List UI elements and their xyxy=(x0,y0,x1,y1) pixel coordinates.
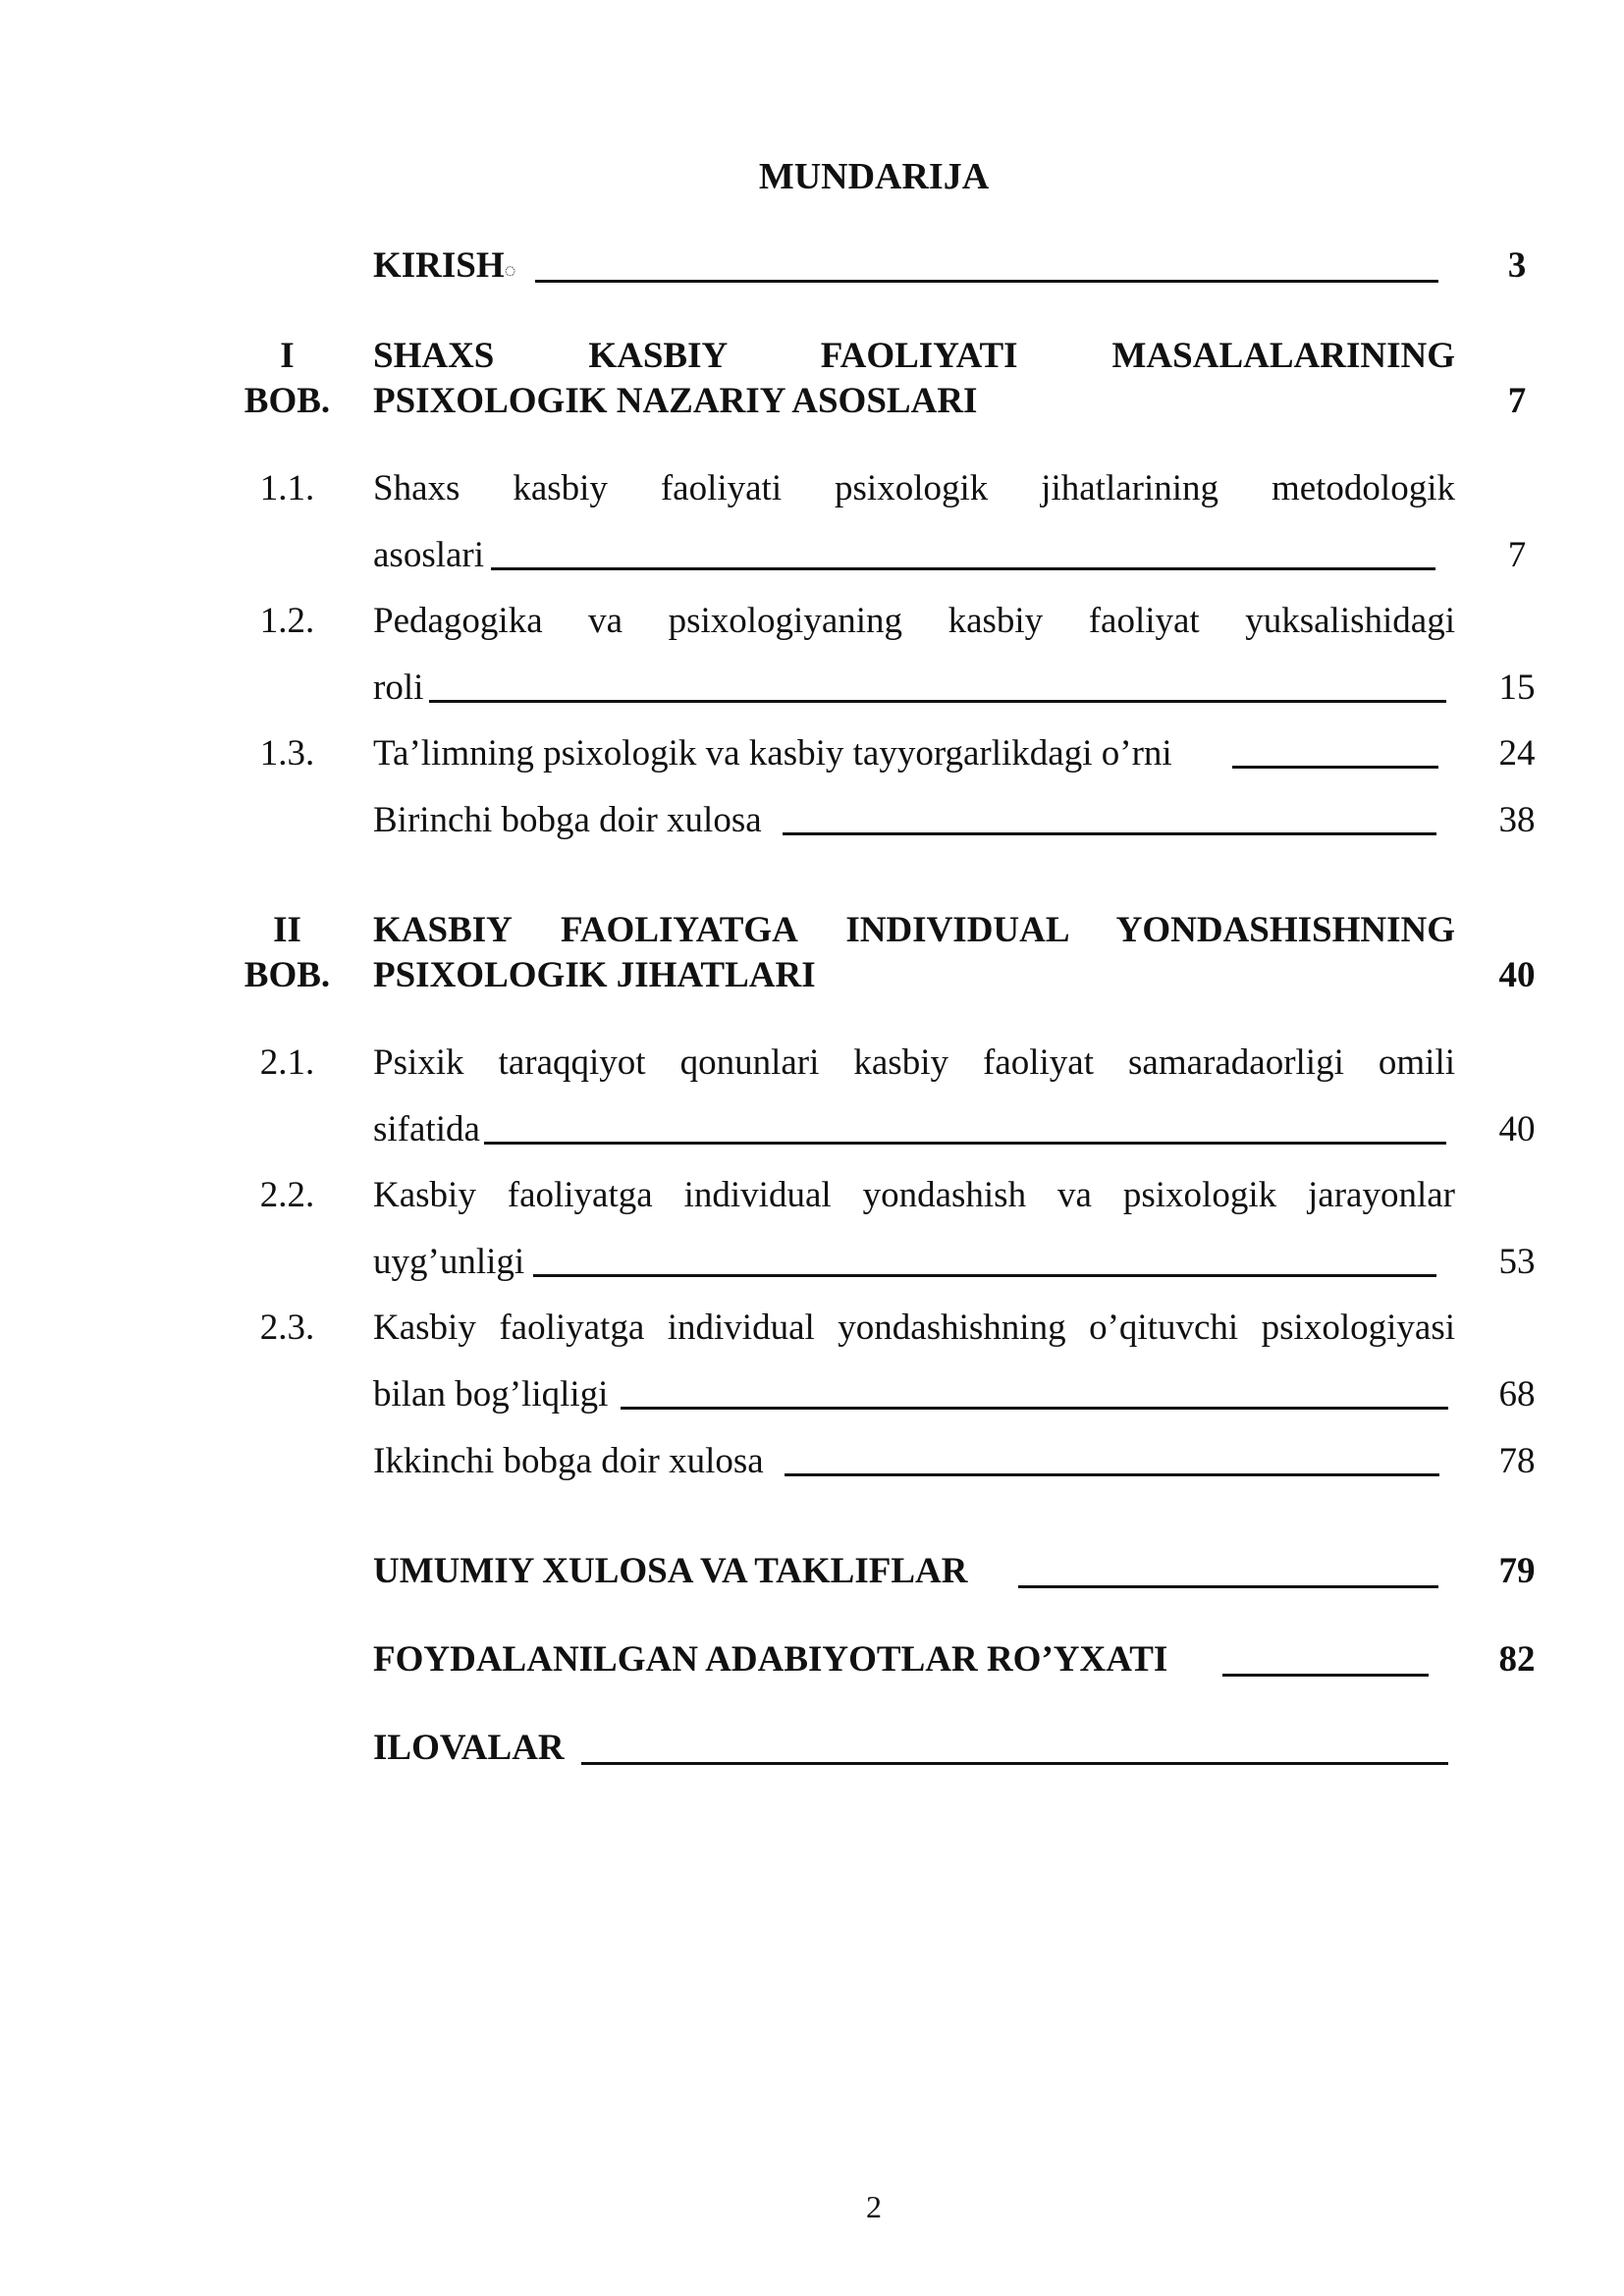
toc-leader xyxy=(783,832,1436,835)
chapter-title-line: PSIXOLOGIK NAZARIY ASOSLARI xyxy=(373,381,978,421)
toc-leader xyxy=(484,1142,1446,1145)
toc-entry-ilovalar[interactable]: ILOVALAR xyxy=(373,1728,565,1768)
toc-leader xyxy=(429,700,1446,703)
toc-label: KIRISH xyxy=(373,245,505,286)
toc-leader xyxy=(533,1274,1436,1277)
toc-page-number: 40 xyxy=(1498,1109,1536,1149)
toc-leader xyxy=(1018,1585,1438,1588)
chapter-number: I BOB. xyxy=(244,336,331,421)
toc-chapter-2[interactable] xyxy=(373,908,1455,998)
toc-page-number: 79 xyxy=(1498,1551,1536,1591)
toc-chapter-1[interactable] xyxy=(373,334,1455,424)
chapter-title-line: SHAXS KASBIY FAOLIYATI MASALALARINING xyxy=(373,336,1455,376)
section-number: 1.3. xyxy=(259,733,315,774)
section-number: 1.2. xyxy=(259,601,315,641)
toc-section-2-2[interactable]: Kasbiy faoliyatga individual yondashish va psixologik jarayonlar uyg’unligi xyxy=(373,1175,1455,1282)
chapter-title-line: PSIXOLOGIK JIHATLARI xyxy=(373,955,816,995)
section-number: 2.1. xyxy=(259,1042,315,1083)
toc-page-number: 15 xyxy=(1498,667,1536,708)
toc-page-number: 82 xyxy=(1498,1639,1536,1680)
page-title: MUNDARIJA xyxy=(758,156,990,197)
toc-conclusion-1[interactable]: Birinchi bobga doir xulosa xyxy=(373,800,762,840)
page-number: 2 xyxy=(866,2189,882,2224)
toc-leader xyxy=(581,1762,1448,1765)
toc-conclusion-2[interactable]: Ikkinchi bobga doir xulosa xyxy=(373,1441,764,1481)
toc-leader xyxy=(535,280,1438,283)
toc-page-number: 78 xyxy=(1498,1441,1536,1481)
toc-leader xyxy=(621,1407,1448,1410)
toc-section-2-3[interactable]: Kasbiy faoliyatga individual yondashishning o’qituvchi psixologiyasi bilan bog’liqligi xyxy=(373,1308,1455,1415)
chapter-title-line: KASBIY FAOLIYATGA INDIVIDUAL YONDASHISHNING xyxy=(373,910,1455,950)
toc-page-number: 7 xyxy=(1507,381,1527,421)
toc-section-2-1[interactable]: Psixik taraqqiyot qonunlari kasbiy faoliyat samaradaorligi omili sifatida xyxy=(373,1042,1455,1149)
chapter-number: II BOB. xyxy=(244,910,331,995)
toc-page-number: 38 xyxy=(1498,800,1536,840)
section-number: 1.1. xyxy=(259,468,315,508)
toc-page-number: 68 xyxy=(1498,1374,1536,1415)
toc-leader xyxy=(491,567,1435,570)
toc-entry-adabiyotlar[interactable]: FOYDALANILGAN ADABIYOTLAR RO’YXATI xyxy=(373,1639,1168,1680)
toc-leader xyxy=(785,1473,1439,1476)
toc-leader xyxy=(1222,1674,1429,1677)
toc-page-number: 24 xyxy=(1498,733,1536,774)
toc-section-1-1[interactable]: Shaxs kasbiy faoliyati psixologik jihatlarining metodologik asoslari xyxy=(373,468,1455,575)
toc-section-1-3[interactable]: Ta’limning psixologik va kasbiy tayyorgarlikdagi o’rni xyxy=(373,733,1172,774)
toc-leader xyxy=(1232,766,1438,769)
toc-page-number: 3 xyxy=(1507,245,1527,286)
toc-page-number: 7 xyxy=(1507,535,1527,575)
toc-page-number: 40 xyxy=(1498,955,1536,995)
toc-section-1-2[interactable]: Pedagogika va psixologiyaning kasbiy faoliyat yuksalishidagi roli xyxy=(373,601,1455,708)
section-number: 2.2. xyxy=(259,1175,315,1215)
toc-entry-kirish[interactable]: KIRISH◌ xyxy=(373,245,516,286)
toc-page-number: 53 xyxy=(1498,1242,1536,1282)
toc-entry-umumiy[interactable]: UMUMIY XULOSA VA TAKLIFLAR xyxy=(373,1551,968,1591)
section-number: 2.3. xyxy=(259,1308,315,1348)
